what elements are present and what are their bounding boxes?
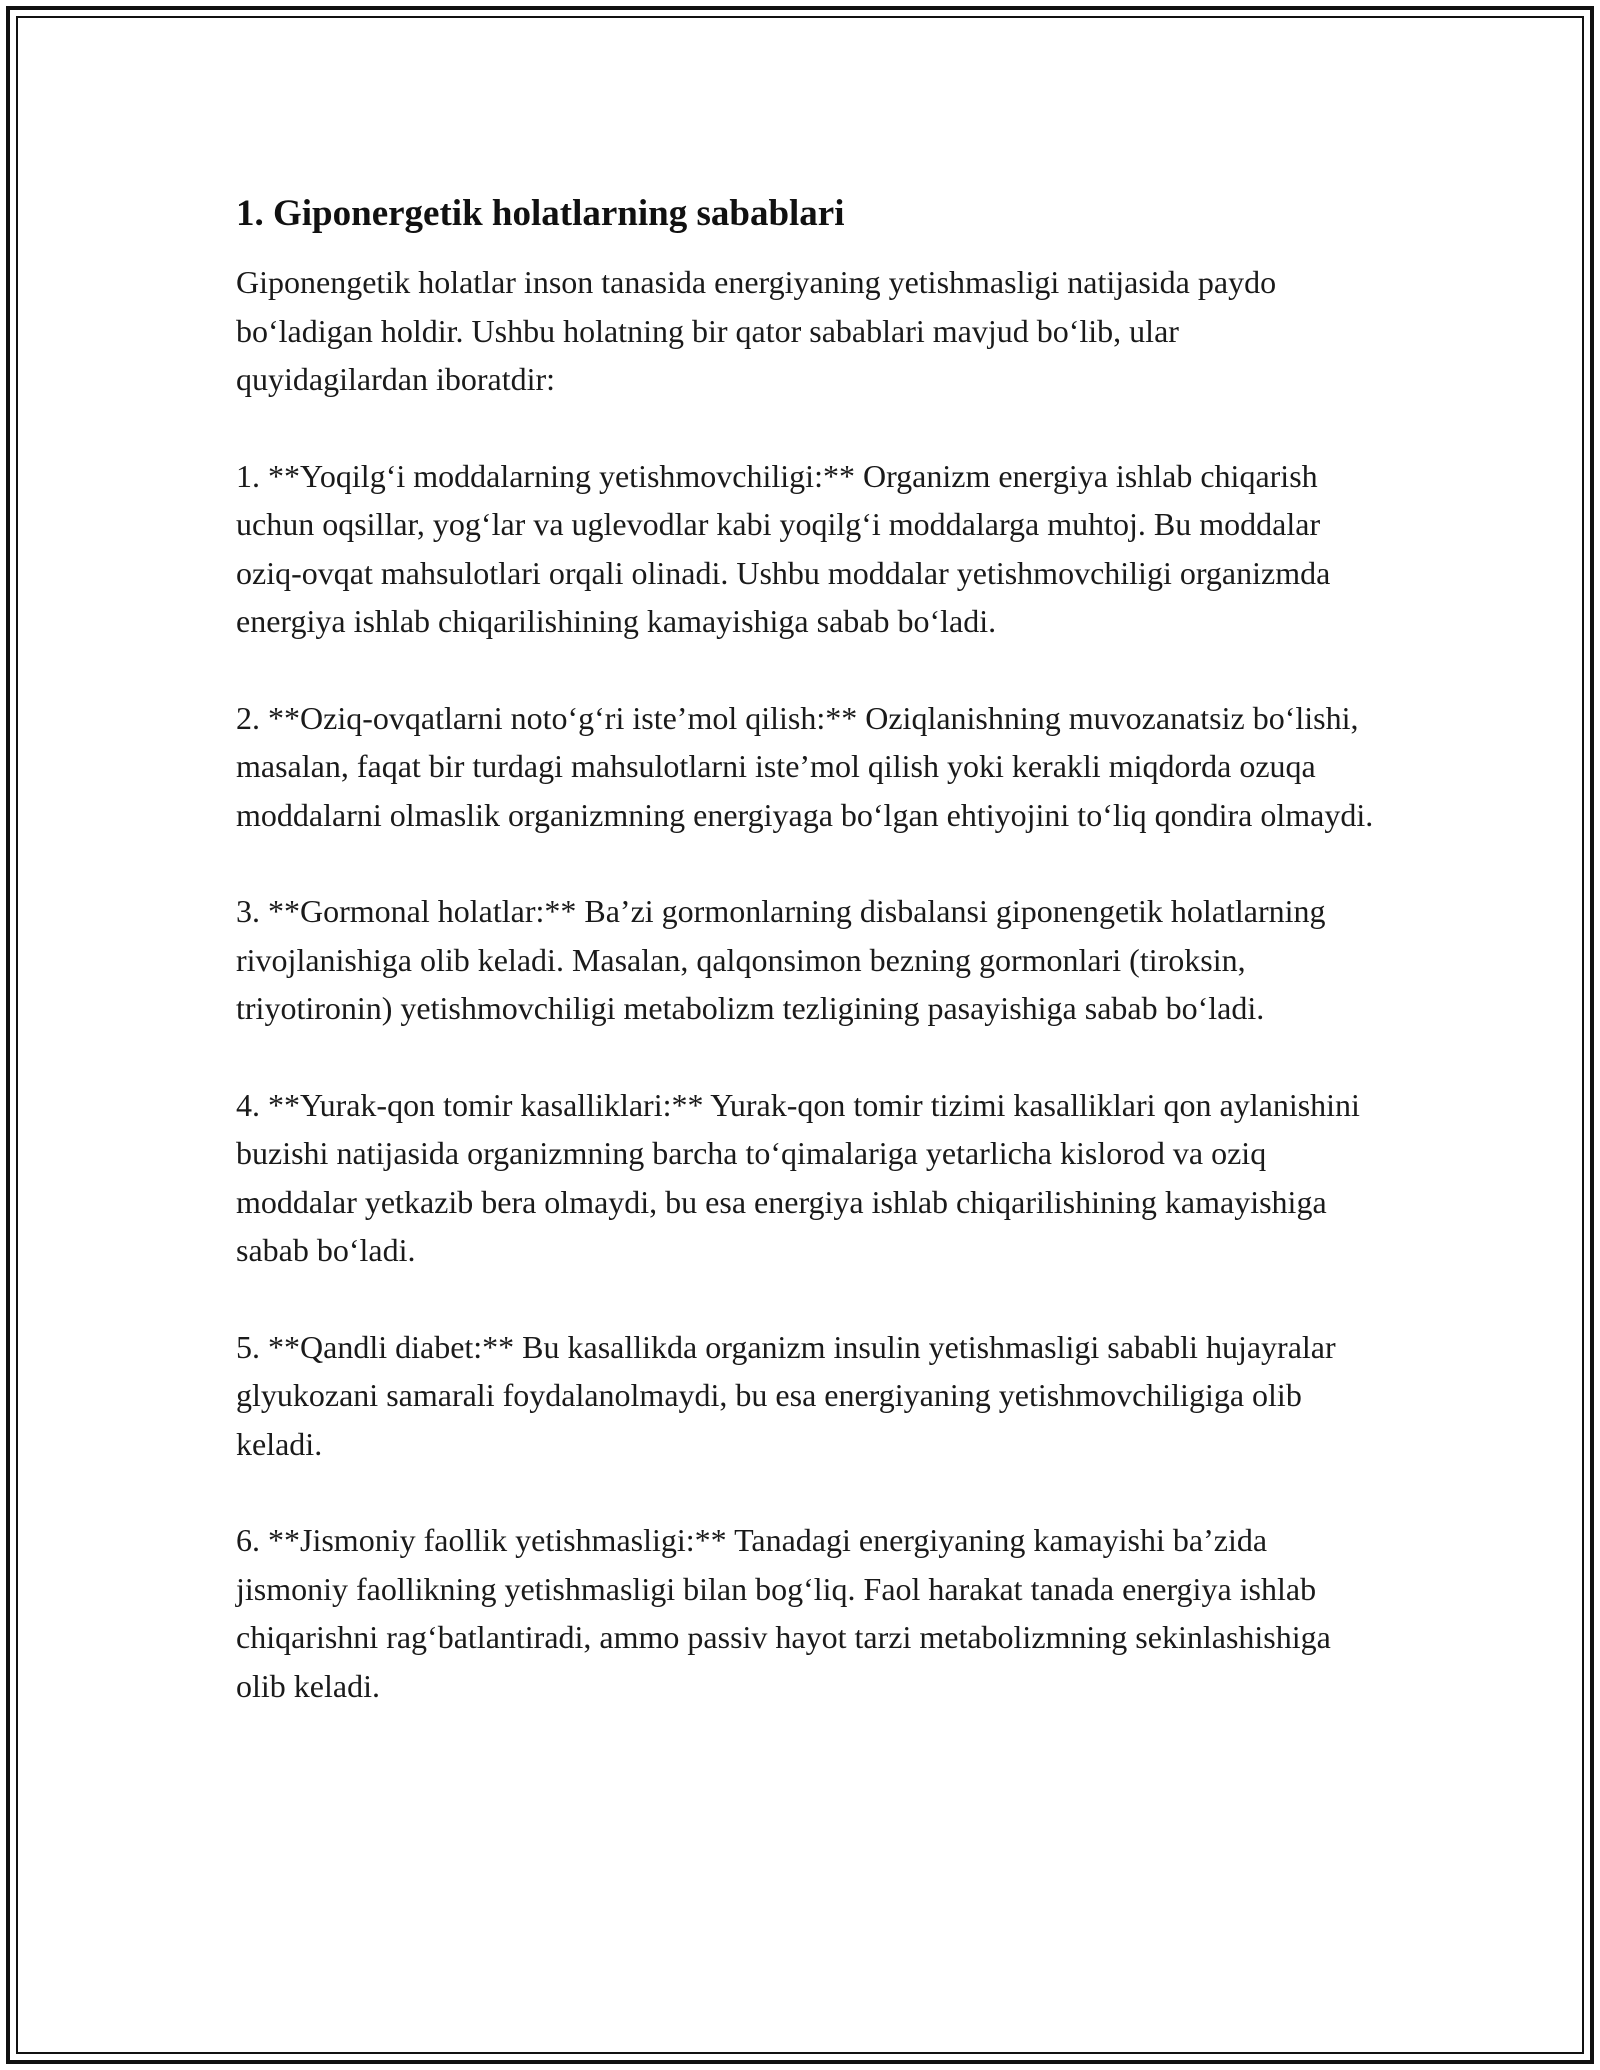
- list-item: 6. **Jismoniy faollik yetishmasligi:** Tanadagi energiyaning kamayishi ba’zida jismoniy faollikning yetishmasligi bilan bog‘liq. Faol harakat tanada energiya ishlab chiqarishni rag‘batlantiradi, ammo passiv hayot tarzi metabolizmning sekinlashishiga olib keladi.: [236, 1522, 1331, 1704]
- list-item: 4. **Yurak-qon tomir kasalliklari:** Yurak-qon tomir tizimi kasalliklari qon aylanishini buzishi natijasida organizmning barcha to‘qimalariga yetarlicha kislorod va oziq moddalar yetkazib bera olmaydi, bu esa energiya ishlab chiqarilishining kamayishiga sabab bo‘ladi.: [236, 1086, 1360, 1268]
- document-body: [236, 188, 1376, 1758]
- list-item: 3. **Gormonal holatlar:** Ba’zi gormonlarning disbalansi giponengetik holatlarning rivojlanishiga olib keladi. Masalan, qalqonsimon bezning gormonlari (tiroksin, triyotironin) yetishmovchiligi metabolizm tezligining pasayishiga sabab bo‘ladi.: [236, 893, 1326, 1026]
- list-item: 2. **Oziq-ovqatlarni noto‘g‘ri iste’mol qilish:** Oziqlanishning muvozanatsiz bo‘lishi, masalan, faqat bir turdagi mahsulotlarni iste’mol qilish yoki kerakli miqdorda ozuqa moddalarni olmaslik organizmning energiyaga bo‘lgan ehtiyojini to‘liq qondira olmaydi.: [236, 699, 1374, 833]
- list-item: 1. **Yoqilg‘i moddalarning yetishmovchiligi:** Organizm energiya ishlab chiqarish uchun oqsillar, yog‘lar va uglevodlar kabi yoqilg‘i moddalarga muhtoj. Bu moddalar oziq-ovqat mahsulotlari orqali olinadi. Ushbu moddalar yetishmovchiligi organizmda energiya ishlab chiqarilishining kamayishiga sabab bo‘ladi.: [236, 457, 1331, 639]
- intro-paragraph: Giponengetik holatlar inson tanasida energiyaning yetishmasligi natijasida paydo bo‘ladigan holdir. Ushbu holatning bir qator sabablari mavjud bo‘lib, ular quyidagilardan iboratdir:: [236, 264, 1277, 397]
- section-heading: 1. Giponergetik holatlarning sabablari: [236, 193, 845, 234]
- list-item: 5. **Qandli diabet:** Bu kasallikda organizm insulin yetishmasligi sababli hujayralar glyukozani samarali foydalanolmaydi, bu esa energiyaning yetishmovchiligiga olib keladi.: [236, 1328, 1336, 1462]
